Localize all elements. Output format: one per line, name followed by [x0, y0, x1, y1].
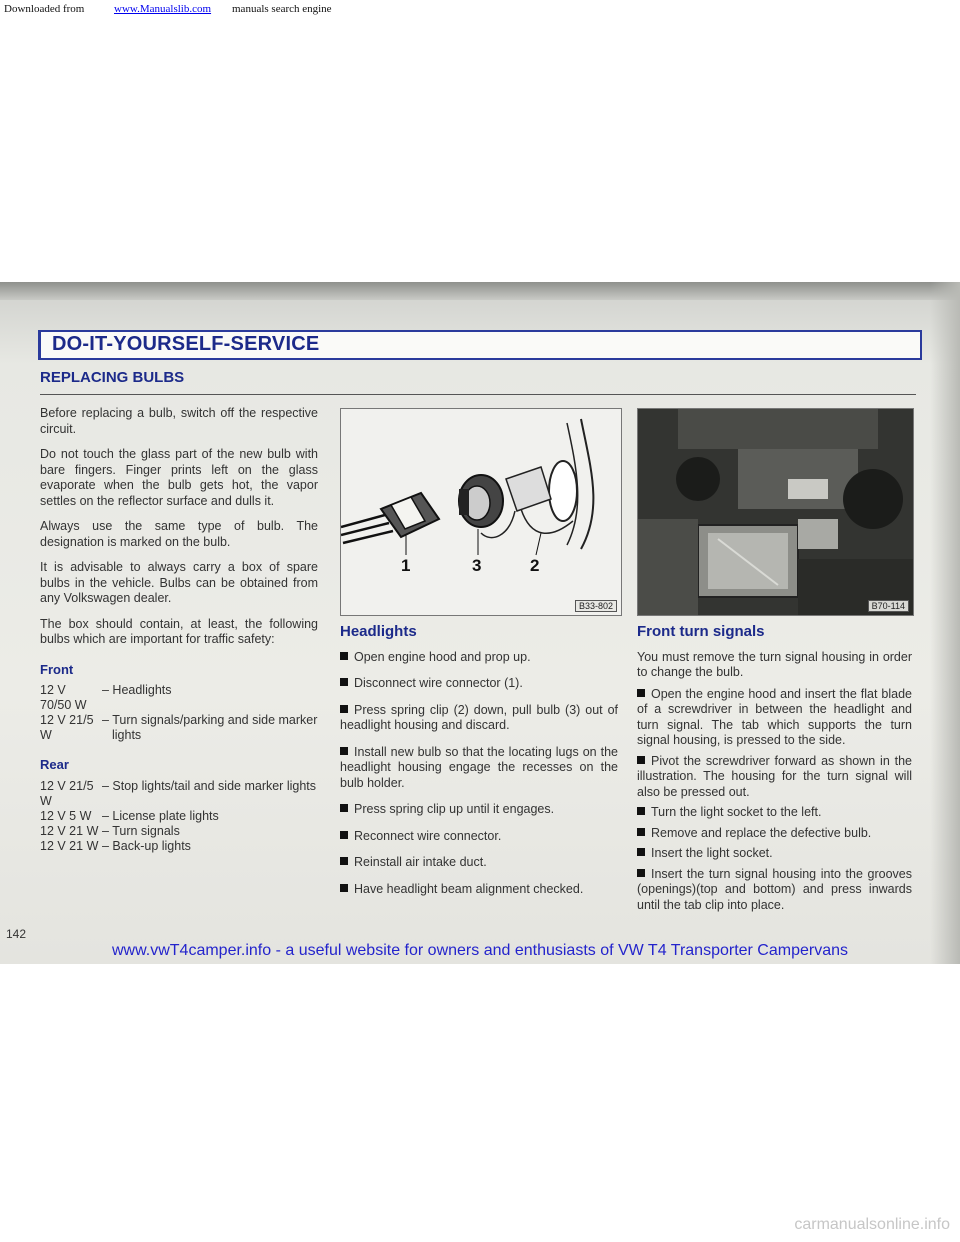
header-rule: [40, 394, 916, 395]
bulb-spec: 12 V 21/5 W: [40, 778, 94, 808]
front-heading: Front: [40, 661, 74, 677]
callout-label-2: 2: [530, 556, 540, 575]
bulb-spec-row: [40, 809, 318, 824]
step: Pivot the screwdriver forward as shown in the illustration. The housing for the turn signal will also be pressed out.: [637, 753, 912, 799]
bullet-icon: [637, 848, 645, 856]
bullet-icon: [340, 678, 348, 686]
step: Insert the turn signal housing into the grooves (openings)(top and bottom) and press inwards until the tab clip into place.: [637, 866, 912, 912]
step: Press spring clip up until it engages.: [340, 802, 618, 818]
step: Reinstall air intake duct.: [340, 855, 618, 871]
bulb-use: – Turn signals: [102, 823, 180, 838]
section-subtitle: REPLACING BULBS: [40, 369, 185, 386]
figure-code: B33-802: [575, 600, 617, 612]
bulb-spec: 12 V 21/5 W: [40, 713, 94, 742]
bulb-spec-row: [40, 824, 318, 839]
step: Open the engine hood and insert the flat blade of a screwdriver in between the headlight and turn signal. The tab which supports the turn signal housing, is pressed to the side.: [637, 686, 912, 747]
bullet-icon: [340, 804, 348, 812]
turn-signals-intro: You must remove the turn signal housing in order to change the bulb.: [637, 649, 912, 679]
bullet-icon: [340, 747, 348, 755]
bullet-icon: [340, 884, 348, 892]
bulb-use: – Turn signals/parking and side marker lights: [102, 713, 318, 742]
step: Disconnect wire connector (1).: [340, 676, 618, 692]
step: Press spring clip (2) down, pull bulb (3) out of headlight housing and discard.: [340, 702, 618, 732]
bulb-spec: 12 V 21 W: [40, 838, 99, 853]
manualslib-link[interactable]: www.Manualslib.com: [114, 3, 212, 15]
bullet-icon: [637, 807, 645, 815]
bullet-icon: [637, 689, 645, 697]
bullet-icon: [637, 869, 645, 877]
watermark: carmanualsonline.info: [794, 1216, 950, 1233]
footer-website-banner: www.vwT4camper.info - a useful website for owners and enthusiasts of VW T4 Transporter Campervans: [111, 942, 849, 959]
bulb-spec-row: [40, 839, 318, 854]
bulb-spec-row: [40, 683, 318, 713]
intro-paragraph: It is advisable to always carry a box of spare bulbs in the vehicle. Bulbs can be obtained from any Volkswagen dealer.: [40, 560, 318, 605]
header-suffix: manuals search engine: [232, 3, 332, 15]
bullet-icon: [340, 705, 348, 713]
headlights-section: [340, 624, 618, 908]
bullet-icon: [340, 652, 348, 660]
bulb-spec: 12 V 21 W: [40, 823, 99, 838]
bullet-icon: [340, 857, 348, 865]
bulb-use: – License plate lights: [102, 808, 219, 823]
callout-label-3: 3: [472, 556, 482, 575]
turn-signals-section: [637, 624, 912, 918]
turn-signals-heading: Front turn signals: [637, 623, 765, 640]
figure-code: B70-114: [868, 600, 909, 612]
header-prefix: Downloaded from: [4, 3, 85, 15]
download-header: [0, 0, 960, 20]
intro-paragraph: Do not touch the glass part of the new bulb with bare fingers. Finger prints left on the glass evaporate when the bulb gets hot, the vapor settles on the reflector surface and dulls it.: [40, 447, 318, 508]
bulb-use: – Back-up lights: [102, 838, 191, 853]
rear-heading: Rear: [40, 757, 69, 772]
headlights-heading: Headlights: [340, 623, 417, 640]
bulb-use: – Headlights: [102, 683, 172, 697]
step: Reconnect wire connector.: [340, 829, 618, 845]
bullet-icon: [637, 828, 645, 836]
bulb-drawing: [341, 409, 621, 615]
turn-signal-photo: [637, 408, 914, 616]
step: Open engine hood and prop up.: [340, 650, 618, 666]
bulb-spec-row: [40, 779, 318, 809]
intro-paragraph: The box should contain, at least, the following bulbs which are important for traffic safety:: [40, 616, 318, 646]
bulb-use: – Stop lights/tail and side marker lights: [102, 778, 316, 793]
engine-bay-photo: [638, 409, 913, 615]
bulb-spec: 12 V 70/50 W: [40, 683, 87, 712]
bulb-spec-row: [40, 713, 318, 743]
step: Remove and replace the defective bulb.: [637, 826, 912, 842]
bullet-icon: [340, 831, 348, 839]
step: Install new bulb so that the locating lugs on the headlight housing engage the recesses on the bulb holder.: [340, 744, 618, 790]
page-number: 142: [6, 927, 27, 941]
bullet-icon: [637, 756, 645, 764]
intro-paragraph: Always use the same type of bulb. The designation is marked on the bulb.: [40, 519, 318, 549]
step: Have headlight beam alignment checked.: [340, 882, 618, 898]
step: Insert the light socket.: [637, 846, 912, 862]
callout-label-1: 1: [401, 556, 411, 575]
intro-paragraph: Before replacing a bulb, switch off the respective circuit.: [40, 406, 318, 436]
intro-column: [40, 406, 318, 854]
headlight-bulb-illustration: [340, 408, 622, 616]
step: Turn the light socket to the left.: [637, 805, 912, 821]
bulb-spec: 12 V 5 W: [40, 808, 92, 823]
section-title: DO-IT-YOURSELF-SERVICE: [52, 333, 320, 355]
section-banner: [38, 330, 922, 360]
